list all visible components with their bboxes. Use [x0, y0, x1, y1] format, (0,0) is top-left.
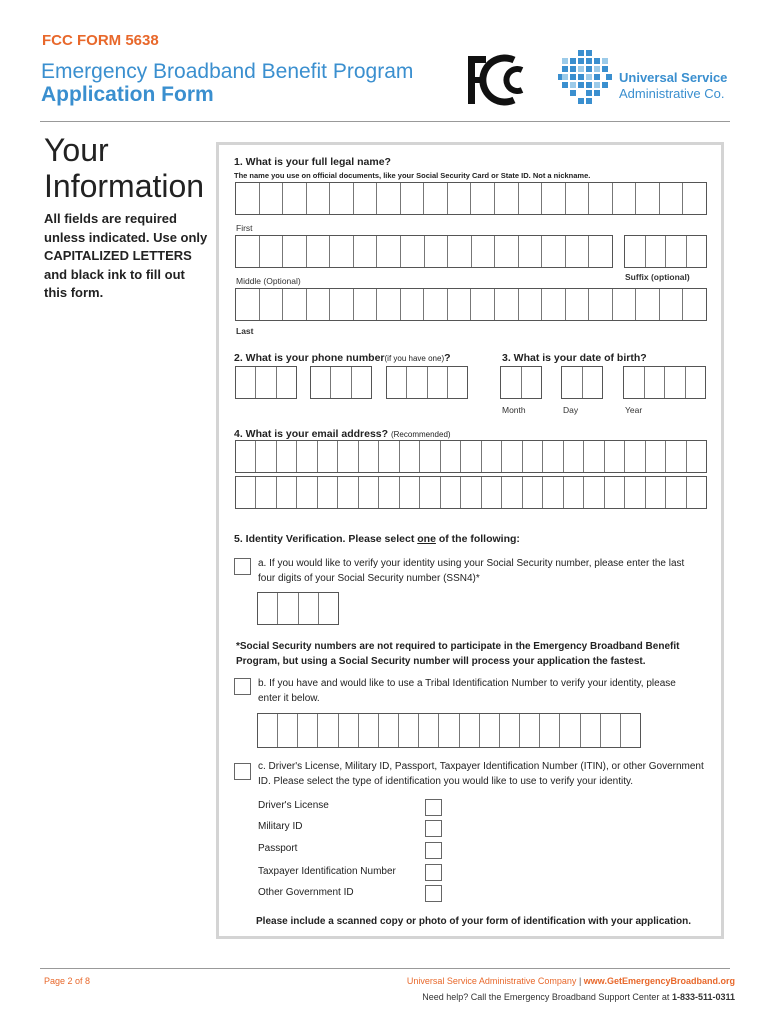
usac-logo	[556, 48, 618, 110]
char-cell[interactable]	[331, 367, 351, 398]
char-cell[interactable]	[377, 183, 401, 214]
char-cell[interactable]	[258, 714, 278, 747]
char-cell[interactable]	[660, 183, 684, 214]
char-cell[interactable]	[236, 183, 260, 214]
char-cell[interactable]	[330, 289, 354, 320]
char-cell[interactable]	[542, 236, 566, 267]
char-cell[interactable]	[636, 183, 660, 214]
char-cell[interactable]	[420, 477, 440, 508]
char-cell[interactable]	[605, 477, 625, 508]
last-name-label: Last	[236, 326, 254, 336]
char-cell[interactable]	[666, 236, 687, 267]
option-b-text: b. If you have and would like to use a Tribal Identification Number to verify your identity, please enter it below.	[258, 678, 676, 704]
char-cell[interactable]	[687, 441, 706, 472]
char-cell[interactable]	[400, 477, 420, 508]
dob-year-label: Year	[625, 405, 643, 415]
suffix-label: Suffix (optional)	[625, 272, 690, 282]
char-cell[interactable]	[646, 441, 666, 472]
char-cell[interactable]	[307, 289, 331, 320]
suffix-input[interactable]	[624, 235, 707, 268]
dob-day-input[interactable]	[561, 366, 603, 399]
char-cell[interactable]	[523, 477, 543, 508]
form-number: FCC FORM 5638	[42, 32, 159, 49]
footer-company-line: Universal Service Administrative Company | www.GetEmergencyBroadband.org	[406, 976, 735, 986]
char-cell[interactable]	[448, 367, 467, 398]
usac-name-line1: Universal Service	[619, 70, 728, 85]
char-cell[interactable]	[354, 183, 378, 214]
q3-question: 3. What is your date of birth?	[502, 352, 647, 364]
char-cell[interactable]	[277, 441, 297, 472]
char-cell[interactable]	[461, 477, 481, 508]
char-cell[interactable]	[625, 441, 645, 472]
middle-name-label: Middle (Optional)	[236, 276, 301, 286]
id-option-label: Passport	[258, 843, 298, 854]
char-cell[interactable]	[645, 367, 666, 398]
ssn4-input[interactable]	[257, 592, 339, 625]
char-cell[interactable]	[401, 183, 425, 214]
char-cell[interactable]	[424, 183, 448, 214]
char-cell[interactable]	[584, 477, 604, 508]
char-cell[interactable]	[359, 477, 379, 508]
tribal-id-checkbox[interactable]	[234, 678, 251, 695]
char-cell[interactable]	[566, 183, 590, 214]
char-cell[interactable]	[256, 367, 276, 398]
char-cell[interactable]	[338, 441, 358, 472]
phone-prefix-input[interactable]	[310, 366, 372, 399]
char-cell[interactable]	[625, 236, 646, 267]
char-cell[interactable]	[236, 236, 260, 267]
form-title: Application Form	[41, 83, 214, 106]
char-cell[interactable]	[387, 367, 407, 398]
char-cell[interactable]	[277, 367, 296, 398]
char-cell[interactable]	[543, 441, 563, 472]
header-divider	[40, 121, 730, 122]
char-cell[interactable]	[379, 714, 399, 747]
footer-help-line: Need help? Call the Emergency Broadband Support Center at 1-833-511-0311	[422, 992, 735, 1002]
char-cell[interactable]	[278, 593, 298, 624]
char-cell[interactable]	[401, 289, 425, 320]
char-cell[interactable]	[425, 236, 449, 267]
char-cell[interactable]	[318, 477, 338, 508]
char-cell[interactable]	[330, 183, 354, 214]
char-cell[interactable]	[439, 714, 459, 747]
char-cell[interactable]	[448, 236, 472, 267]
char-cell[interactable]	[339, 714, 359, 747]
char-cell[interactable]	[589, 183, 613, 214]
last-name-input[interactable]	[235, 288, 707, 321]
char-cell[interactable]	[613, 289, 637, 320]
first-name-label: First	[236, 223, 253, 233]
char-cell[interactable]	[307, 236, 331, 267]
char-cell[interactable]	[260, 236, 284, 267]
char-cell[interactable]	[258, 593, 278, 624]
char-cell[interactable]	[686, 367, 706, 398]
char-cell[interactable]	[564, 441, 584, 472]
char-cell[interactable]	[236, 367, 256, 398]
char-cell[interactable]	[401, 236, 425, 267]
char-cell[interactable]	[646, 236, 667, 267]
ssn-note: *Social Security numbers are not required to participate in the Emergency Broadband Benefit Program, but using a Social Security number will process your application the fastest.	[236, 641, 680, 667]
char-cell[interactable]	[687, 236, 707, 267]
id-option-military-id-checkbox[interactable]	[425, 820, 442, 837]
char-cell[interactable]	[542, 183, 566, 214]
char-cell[interactable]	[307, 183, 331, 214]
char-cell[interactable]	[562, 367, 583, 398]
id-option-other-government-id-checkbox[interactable]	[425, 885, 442, 902]
char-cell[interactable]	[522, 367, 542, 398]
char-cell[interactable]	[687, 477, 706, 508]
scan-note: Please include a scanned copy or photo of your form of identification with your application.	[256, 916, 692, 927]
char-cell[interactable]	[260, 183, 284, 214]
char-cell[interactable]	[420, 441, 440, 472]
footer-company: Universal Service Administrative Company	[406, 976, 577, 986]
char-cell[interactable]	[589, 289, 613, 320]
program-title: Emergency Broadband Benefit Program	[41, 60, 414, 83]
fcc-logo-c-inner	[506, 69, 522, 91]
char-cell[interactable]	[540, 714, 560, 747]
char-cell[interactable]	[277, 477, 297, 508]
phone-line-input[interactable]	[386, 366, 468, 399]
char-cell[interactable]	[683, 289, 706, 320]
char-cell[interactable]	[542, 289, 566, 320]
option-a-text: a. If you would like to verify your identity using your Social Security number, please enter the last four digits of your Social Security number (SSN4)*	[258, 558, 685, 584]
char-cell[interactable]	[379, 477, 399, 508]
char-cell[interactable]	[589, 236, 612, 267]
tribal-id-input[interactable]	[257, 713, 641, 748]
char-cell[interactable]	[359, 714, 379, 747]
fcc-logo-f-top	[468, 56, 486, 63]
id-option-label: Military ID	[258, 821, 303, 832]
char-cell[interactable]	[441, 477, 461, 508]
id-option-label: Other Government ID	[258, 887, 354, 898]
q1-question: 1. What is your full legal name?	[234, 156, 391, 168]
char-cell[interactable]	[256, 441, 276, 472]
char-cell[interactable]	[318, 441, 338, 472]
fcc-logo	[466, 52, 530, 108]
char-cell[interactable]	[338, 477, 358, 508]
char-cell[interactable]	[605, 441, 625, 472]
id-option-itin-checkbox[interactable]	[425, 864, 442, 881]
char-cell[interactable]	[471, 289, 495, 320]
char-cell[interactable]	[419, 714, 439, 747]
char-cell[interactable]	[519, 289, 543, 320]
char-cell[interactable]	[665, 367, 686, 398]
phone-area-code-input[interactable]	[235, 366, 297, 399]
char-cell[interactable]	[502, 477, 522, 508]
char-cell[interactable]	[236, 289, 260, 320]
q2-question: 2. What is your phone number(if you have one)?	[234, 352, 451, 364]
footer-divider	[40, 968, 730, 969]
char-cell[interactable]	[298, 714, 318, 747]
id-option-passport-checkbox[interactable]	[425, 842, 442, 859]
char-cell[interactable]	[260, 289, 284, 320]
char-cell[interactable]	[400, 441, 420, 472]
section-heading: Your Information	[44, 132, 205, 204]
usac-name-line2: Administrative Co.	[619, 86, 725, 101]
char-cell[interactable]	[519, 183, 543, 214]
char-cell[interactable]	[379, 441, 399, 472]
dob-month-label: Month	[502, 405, 526, 415]
email-input-line1[interactable]	[235, 440, 707, 473]
char-cell[interactable]	[500, 714, 520, 747]
char-cell[interactable]	[495, 236, 519, 267]
char-cell[interactable]	[660, 289, 684, 320]
id-option-label: Taxpayer Identification Number	[258, 866, 396, 877]
page-number: Page 2 of 8	[44, 976, 91, 986]
char-cell[interactable]	[441, 441, 461, 472]
q4-question: 4. What is your email address? (Recommended)	[234, 428, 451, 440]
char-cell[interactable]	[399, 714, 419, 747]
char-cell[interactable]	[519, 236, 543, 267]
char-cell[interactable]	[377, 236, 401, 267]
support-phone: 1-833-511-0311	[671, 992, 735, 1002]
char-cell[interactable]	[502, 441, 522, 472]
char-cell[interactable]	[377, 289, 401, 320]
char-cell[interactable]	[424, 289, 448, 320]
char-cell[interactable]	[354, 289, 378, 320]
dob-year-input[interactable]	[623, 366, 706, 399]
char-cell[interactable]	[583, 367, 603, 398]
char-cell[interactable]	[330, 236, 354, 267]
char-cell[interactable]	[283, 289, 307, 320]
instructions: All fields are required unless indicated. Use only CAPITALIZED LETTERS and black ink to fill out this form.	[44, 211, 208, 300]
id-option-drivers-license-checkbox[interactable]	[425, 799, 442, 816]
char-cell[interactable]	[311, 367, 331, 398]
char-cell[interactable]	[448, 183, 472, 214]
middle-name-input[interactable]	[235, 235, 613, 268]
option-c-text: c. Driver's License, Military ID, Passport, Taxpayer Identification Number (ITIN), or other Government ID. Please select the type of identification you would like to use to verify your identity.	[258, 761, 704, 787]
char-cell[interactable]	[318, 714, 338, 747]
char-cell[interactable]	[566, 236, 590, 267]
char-cell[interactable]	[352, 367, 371, 398]
char-cell[interactable]	[480, 714, 500, 747]
char-cell[interactable]	[460, 714, 480, 747]
char-cell[interactable]	[666, 477, 686, 508]
char-cell[interactable]	[283, 183, 307, 214]
char-cell[interactable]	[283, 236, 307, 267]
char-cell[interactable]	[613, 183, 637, 214]
char-cell[interactable]	[666, 441, 686, 472]
char-cell[interactable]	[482, 441, 502, 472]
char-cell[interactable]	[624, 367, 645, 398]
email-input-line2[interactable]	[235, 476, 707, 509]
char-cell[interactable]	[564, 477, 584, 508]
government-id-checkbox[interactable]	[234, 763, 251, 780]
char-cell[interactable]	[278, 714, 298, 747]
char-cell[interactable]	[297, 477, 317, 508]
dob-day-label: Day	[563, 405, 579, 415]
char-cell[interactable]	[625, 477, 645, 508]
char-cell[interactable]	[601, 714, 621, 747]
char-cell[interactable]	[299, 593, 319, 624]
char-cell[interactable]	[471, 183, 495, 214]
char-cell[interactable]	[354, 236, 378, 267]
ssn4-checkbox[interactable]	[234, 558, 251, 575]
char-cell[interactable]	[472, 236, 496, 267]
footer-website-link[interactable]: www.GetEmergencyBroadband.org	[583, 976, 735, 986]
char-cell[interactable]	[236, 477, 256, 508]
first-name-input[interactable]	[235, 182, 707, 215]
char-cell[interactable]	[236, 441, 256, 472]
char-cell[interactable]	[482, 477, 502, 508]
char-cell[interactable]	[495, 183, 519, 214]
char-cell[interactable]	[566, 289, 590, 320]
char-cell[interactable]	[520, 714, 540, 747]
char-cell[interactable]	[461, 441, 481, 472]
char-cell[interactable]	[581, 714, 601, 747]
dob-month-input[interactable]	[500, 366, 542, 399]
char-cell[interactable]	[543, 477, 563, 508]
char-cell[interactable]	[683, 183, 706, 214]
char-cell[interactable]	[319, 593, 338, 624]
char-cell[interactable]	[621, 714, 640, 747]
char-cell[interactable]	[501, 367, 522, 398]
char-cell[interactable]	[428, 367, 448, 398]
char-cell[interactable]	[495, 289, 519, 320]
char-cell[interactable]	[523, 441, 543, 472]
id-option-label: Driver's License	[258, 800, 329, 811]
char-cell[interactable]	[297, 441, 317, 472]
char-cell[interactable]	[407, 367, 427, 398]
char-cell[interactable]	[584, 441, 604, 472]
char-cell[interactable]	[448, 289, 472, 320]
char-cell[interactable]	[560, 714, 580, 747]
q1-hint: The name you use on official documents, like your Social Security Card or State ID. Not a nickname.	[234, 171, 591, 180]
char-cell[interactable]	[636, 289, 660, 320]
char-cell[interactable]	[256, 477, 276, 508]
char-cell[interactable]	[359, 441, 379, 472]
q5-question: 5. Identity Verification. Please select one of the following:	[234, 533, 520, 545]
char-cell[interactable]	[646, 477, 666, 508]
